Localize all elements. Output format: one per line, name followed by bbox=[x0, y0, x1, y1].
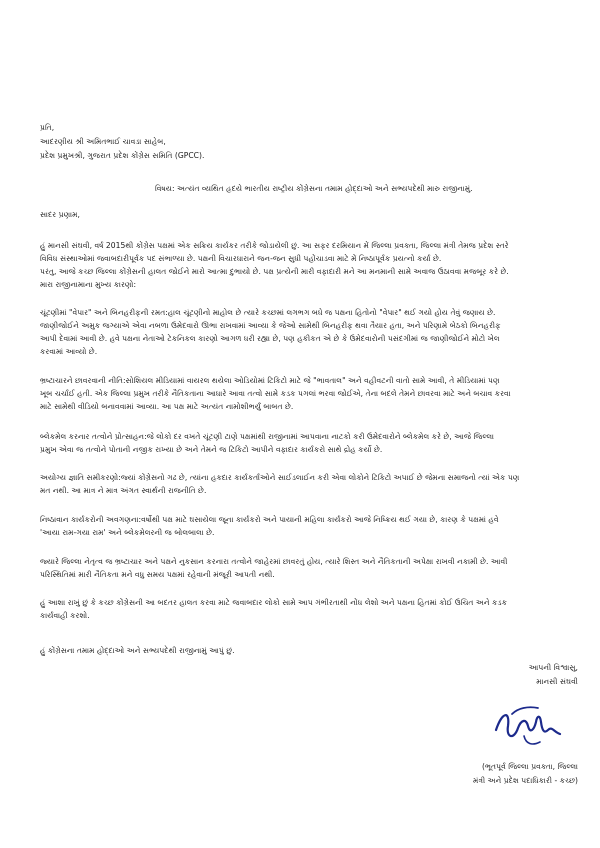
reason-2-line-1: ભ્રષ્ટાચારને છાવરવાની નીતિ:સોશિયલ મીડિયામાં વાયરલ થયેલા ઓડિયોમાં ટિકિટો માટે જે "ભાવતાલ" અને વહીવટની વાતો સામે આવી, તે મીડિયામાં પણ bbox=[40, 376, 500, 385]
intro-line-3: પરંતુ, આજે કચ્છ જિલ્લા કોંગ્રેસની હાલત જોઈને મારો આત્મા દુભાયો છે. પક્ષ પ્રત્યેની મારી વફાદારી મને આ મનમાની સામે અવાજ ઉઠાવવા મજબૂર કરે છે. bbox=[40, 267, 509, 276]
signoff-line-1: આપની વિશ્વાસુ, bbox=[528, 663, 578, 672]
reason-5-line-1: નિષ્ઠાવાન કાર્યકરોની અવગણના:વર્ષોથી પક્ષ માટે ઘસાયેલા જૂના કાર્યકરો અને પાયાની મહિલા કાર્યકરો આજે નિષ્ક્રિય થઈ ગયા છે, કારણ કે પક્ષમાં હવે bbox=[40, 515, 499, 524]
intro-line-2: વિવિધ સંસ્થાઓમાં જવાબદારીપૂર્વક પદ સંભાળ્યા છે. પક્ષની વિચારધારાને જન-જન સુધી પહોંચાડવા માટે મેં નિષ્ઠાપૂર્વક પ્રયત્નો કર્યા છે. bbox=[40, 254, 442, 263]
signoff-name: માનસી સંઘવી bbox=[536, 677, 578, 686]
designation-line-2: મંત્રી અને પ્રદેશ પદાધિકારી - કચ્છ) bbox=[472, 776, 578, 785]
signature-icon bbox=[488, 700, 568, 750]
designation-line-1: (ભૂતપૂર્વ જિલ્લા પ્રવક્તા, જિલ્લા bbox=[481, 762, 578, 771]
intro-line-4: મારા રાજીનામાના મુખ્ય કારણો: bbox=[40, 280, 137, 289]
reason-6-line-1: જ્યારે જિલ્લા નેતૃત્વ જ ભ્રષ્ટાચાર અને પક્ષને નુકસાન કરનારા તત્વોને જાહેરમાં છાવરતું હોય, ત્યારે શિસ્ત અને નૈતિકતાની અપેક્ષા રાખવી નકામી છે. આવી bbox=[40, 557, 508, 566]
closing-statement: હું કોંગ્રેસના તમામ હોદ્દાઓ અને સભ્યપદેથી રાજીનામું આપું છું. bbox=[40, 646, 235, 655]
recipient-line-3: પ્રદેશ પ્રમુખશ્રી, ગુજરાત પ્રદેશ કોંગ્રેસ સમિતિ (GPCC). bbox=[40, 151, 205, 160]
reason-2-line-3: માટે સામેથી વીડિયો બનાવવામાં આવ્યા. આ પક્ષ માટે અત્યંત નામોશીભર્યું બાબત છે. bbox=[40, 402, 294, 411]
reason-4-line-2: મત નથી. આ માત્ર ને માત્ર અંગત સ્વાર્થની રાજનીતિ છે. bbox=[40, 486, 207, 495]
intro-line-1: હું માનસી સંઘવી, વર્ષ 2015થી કોંગ્રેસ પક્ષમાં એક સક્રિય કાર્યકર તરીકે જોડાયેલી છું. આ સફર દરમિયાન મેં જિલ્લા પ્રવક્તા, જિલ્લા મંત્રી તેમજ પ્રદેશ સ્તરે bbox=[40, 241, 509, 250]
reason-4-line-1: અયોગ્ય જ્ઞાતિ સમીકરણો:જ્યાં કોંગ્રેસનો ગઢ છે, ત્યાંના હકદાર કાર્યકર્તાઓને સાઈડલાઈન કરી એવા લોકોને ટિકિટો અપાઈ છે જેમના સમાજનો ત્યાં એક પણ bbox=[40, 473, 520, 482]
reason-3-line-2: પ્રમુખ એવા જ તત્વોને પોતાની નજીક રાખ્યા છે અને તેમને જ ટિકિટો આપીને વફાદાર કાર્યકરો સાથે દ્રોહ કર્યો છે. bbox=[40, 445, 383, 454]
reason-2-line-2: ખૂબ ચર્ચાઈ હતી. એક જિલ્લા પ્રમુખ તરીકે નૈતિકતાના આધારે આવા તત્વો સામે કડક પગલાં ભરવા જોઈએ, તેના બદલે તેમને છાવરવા માટે અને બચાવ કરવા bbox=[40, 389, 511, 398]
reason-5-line-2: 'આયા રામ-ગયા રામ' અને બ્લેકમેલરની જ બોલબાલા છે. bbox=[40, 528, 215, 537]
reason-1-line-2: જાણીજોઈને અમુક જગ્યાએ એવા નબળા ઉમેદવારો ઊભા રાખવામાં આવ્યા કે જેઓ સામેથી બિનહરીફ થવા તૈયાર હતા, અને પરિણામે બેઠકો બિનહરીફ bbox=[40, 321, 501, 330]
recipient-line-2: આદરણીય શ્રી અમિતભાઈ ચાવડા સાહેબ, bbox=[40, 137, 166, 146]
reason-1-line-3: આપી દેવામાં આવી છે. હવે પક્ષના નેતાઓ ટેકનિકલ કારણો આગળ ધરી રહ્યા છે, પણ હકીકત એ છે કે ઉમેદવારોની પસંદગીમાં જ જાણીજોઈને મોટો ખેલ bbox=[40, 334, 500, 343]
reason-1-line-4: કરવામાં આવ્યો છે. bbox=[40, 347, 98, 356]
recipient-line-1: પ્રતિ, bbox=[40, 123, 55, 132]
reason-3-line-1: બ્લેકમેલ કરનાર તત્વોને પ્રોત્સાહન:જે લોકો દર વખતે ચૂંટણી ટાણે પક્ષમાંથી રાજીનામાં આપવાના નાટકો કરી ઉમેદવારોને બ્લેકમેલ કરે છે, આજે જિલ્લા bbox=[40, 432, 494, 441]
reason-1-line-1: ચૂંટણીમાં "વેપાર" અને બિનહરીફની રમત:હાલ ચૂંટણીનો માહોલ છે ત્યારે કચ્છમાં લગભગ બધે જ પક્ષના હિતોનો "વેપાર" થઈ ગયો હોય તેવું જણાય છે. bbox=[40, 308, 496, 317]
reason-7-line-2: કાર્યવાહી કરશો. bbox=[40, 611, 90, 620]
subject-line: વિષય: અત્યંત વ્યથિત હૃદયે ભારતીય રાષ્ટ્રીય કોંગ્રેસના તમામ હોદ્દાઓ અને સભ્યપદેથી મારુ રાજીનામું. bbox=[155, 184, 473, 193]
reason-7-line-1: હું આશા રાખું છું કે કચ્છ કોંગ્રેસની આ બદતર હાલત કરવા માટે જવાબદાર લોકો સામે આપ ગંભીરતાથી નોંધ લેશો અને પક્ષના હિતમાં કોઈ ઉચિત અને કડક bbox=[40, 598, 507, 607]
salutation: સાદર પ્રણામ, bbox=[40, 210, 80, 219]
reason-6-line-2: પરિસ્થિતિમાં મારી નૈતિકતા મને વધુ સમય પક્ષમાં રહેવાની મંજૂરી આપતી નથી. bbox=[40, 570, 275, 579]
